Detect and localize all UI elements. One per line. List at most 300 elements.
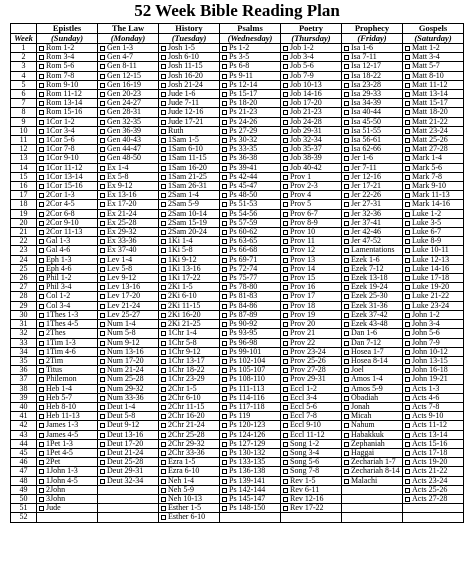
checkbox[interactable]: [344, 331, 349, 336]
checkbox[interactable]: [283, 239, 288, 244]
checkbox[interactable]: [283, 166, 288, 171]
checkbox[interactable]: [405, 147, 410, 152]
checkbox[interactable]: [405, 212, 410, 217]
checkbox[interactable]: [344, 147, 349, 152]
checkbox[interactable]: [39, 451, 44, 456]
checkbox[interactable]: [405, 396, 410, 401]
checkbox[interactable]: [161, 156, 166, 161]
checkbox[interactable]: [405, 120, 410, 125]
checkbox[interactable]: [283, 230, 288, 235]
checkbox[interactable]: [222, 350, 227, 355]
checkbox[interactable]: [222, 396, 227, 401]
checkbox[interactable]: [344, 322, 349, 327]
checkbox[interactable]: [283, 331, 288, 336]
checkbox[interactable]: [161, 451, 166, 456]
checkbox[interactable]: [283, 442, 288, 447]
checkbox[interactable]: [39, 184, 44, 189]
checkbox[interactable]: [39, 230, 44, 235]
checkbox[interactable]: [100, 129, 105, 134]
checkbox[interactable]: [283, 101, 288, 106]
checkbox[interactable]: [161, 294, 166, 299]
checkbox[interactable]: [344, 64, 349, 69]
checkbox[interactable]: [161, 193, 166, 198]
checkbox[interactable]: [161, 175, 166, 180]
checkbox[interactable]: [39, 129, 44, 134]
checkbox[interactable]: [39, 442, 44, 447]
checkbox[interactable]: [344, 193, 349, 198]
checkbox[interactable]: [39, 506, 44, 511]
checkbox[interactable]: [344, 166, 349, 171]
checkbox[interactable]: [222, 469, 227, 474]
checkbox[interactable]: [222, 110, 227, 115]
checkbox[interactable]: [39, 488, 44, 493]
checkbox[interactable]: [283, 433, 288, 438]
checkbox[interactable]: [39, 414, 44, 419]
checkbox[interactable]: [100, 276, 105, 281]
checkbox[interactable]: [161, 387, 166, 392]
checkbox[interactable]: [405, 193, 410, 198]
checkbox[interactable]: [161, 359, 166, 364]
checkbox[interactable]: [344, 304, 349, 309]
checkbox[interactable]: [222, 497, 227, 502]
checkbox[interactable]: [100, 156, 105, 161]
checkbox[interactable]: [283, 341, 288, 346]
checkbox[interactable]: [100, 294, 105, 299]
checkbox[interactable]: [39, 55, 44, 60]
checkbox[interactable]: [344, 368, 349, 373]
checkbox[interactable]: [283, 248, 288, 253]
checkbox[interactable]: [283, 92, 288, 97]
checkbox[interactable]: [161, 460, 166, 465]
checkbox[interactable]: [283, 55, 288, 60]
checkbox[interactable]: [161, 285, 166, 290]
checkbox[interactable]: [161, 341, 166, 346]
checkbox[interactable]: [39, 433, 44, 438]
checkbox[interactable]: [100, 92, 105, 97]
checkbox[interactable]: [39, 138, 44, 143]
checkbox[interactable]: [222, 276, 227, 281]
checkbox[interactable]: [222, 359, 227, 364]
checkbox[interactable]: [39, 147, 44, 152]
checkbox[interactable]: [100, 322, 105, 327]
checkbox[interactable]: [161, 515, 166, 520]
checkbox[interactable]: [405, 276, 410, 281]
checkbox[interactable]: [405, 359, 410, 364]
checkbox[interactable]: [100, 285, 105, 290]
checkbox[interactable]: [283, 129, 288, 134]
checkbox[interactable]: [39, 276, 44, 281]
checkbox[interactable]: [405, 405, 410, 410]
checkbox[interactable]: [100, 101, 105, 106]
checkbox[interactable]: [222, 129, 227, 134]
checkbox[interactable]: [161, 248, 166, 253]
checkbox[interactable]: [344, 202, 349, 207]
checkbox[interactable]: [222, 405, 227, 410]
checkbox[interactable]: [222, 92, 227, 97]
checkbox[interactable]: [283, 479, 288, 484]
checkbox[interactable]: [161, 110, 166, 115]
checkbox[interactable]: [100, 414, 105, 419]
checkbox[interactable]: [344, 414, 349, 419]
checkbox[interactable]: [100, 396, 105, 401]
checkbox[interactable]: [39, 285, 44, 290]
checkbox[interactable]: [222, 433, 227, 438]
checkbox[interactable]: [100, 239, 105, 244]
checkbox[interactable]: [283, 83, 288, 88]
checkbox[interactable]: [100, 304, 105, 309]
checkbox[interactable]: [344, 258, 349, 263]
checkbox[interactable]: [344, 221, 349, 226]
checkbox[interactable]: [405, 221, 410, 226]
checkbox[interactable]: [283, 175, 288, 180]
checkbox[interactable]: [100, 175, 105, 180]
checkbox[interactable]: [100, 433, 105, 438]
checkbox[interactable]: [283, 276, 288, 281]
checkbox[interactable]: [161, 258, 166, 263]
checkbox[interactable]: [39, 83, 44, 88]
checkbox[interactable]: [222, 442, 227, 447]
checkbox[interactable]: [344, 138, 349, 143]
checkbox[interactable]: [405, 350, 410, 355]
checkbox[interactable]: [283, 120, 288, 125]
checkbox[interactable]: [222, 294, 227, 299]
checkbox[interactable]: [405, 451, 410, 456]
checkbox[interactable]: [222, 377, 227, 382]
checkbox[interactable]: [39, 341, 44, 346]
checkbox[interactable]: [283, 212, 288, 217]
checkbox[interactable]: [283, 64, 288, 69]
checkbox[interactable]: [222, 175, 227, 180]
checkbox[interactable]: [405, 331, 410, 336]
checkbox[interactable]: [222, 221, 227, 226]
checkbox[interactable]: [222, 147, 227, 152]
checkbox[interactable]: [222, 212, 227, 217]
checkbox[interactable]: [39, 64, 44, 69]
checkbox[interactable]: [100, 110, 105, 115]
checkbox[interactable]: [39, 322, 44, 327]
checkbox[interactable]: [344, 110, 349, 115]
checkbox[interactable]: [161, 129, 166, 134]
checkbox[interactable]: [283, 294, 288, 299]
checkbox[interactable]: [344, 341, 349, 346]
checkbox[interactable]: [405, 64, 410, 69]
checkbox[interactable]: [283, 46, 288, 51]
checkbox[interactable]: [344, 442, 349, 447]
checkbox[interactable]: [100, 350, 105, 355]
checkbox[interactable]: [161, 423, 166, 428]
checkbox[interactable]: [39, 396, 44, 401]
checkbox[interactable]: [161, 506, 166, 511]
checkbox[interactable]: [161, 497, 166, 502]
checkbox[interactable]: [283, 497, 288, 502]
checkbox[interactable]: [405, 267, 410, 272]
checkbox[interactable]: [405, 110, 410, 115]
checkbox[interactable]: [344, 55, 349, 60]
checkbox[interactable]: [161, 304, 166, 309]
checkbox[interactable]: [222, 64, 227, 69]
checkbox[interactable]: [161, 120, 166, 125]
checkbox[interactable]: [344, 267, 349, 272]
checkbox[interactable]: [283, 304, 288, 309]
checkbox[interactable]: [100, 442, 105, 447]
checkbox[interactable]: [161, 396, 166, 401]
checkbox[interactable]: [161, 221, 166, 226]
checkbox[interactable]: [344, 350, 349, 355]
checkbox[interactable]: [405, 488, 410, 493]
checkbox[interactable]: [161, 313, 166, 318]
checkbox[interactable]: [344, 129, 349, 134]
checkbox[interactable]: [100, 479, 105, 484]
checkbox[interactable]: [100, 313, 105, 318]
checkbox[interactable]: [100, 64, 105, 69]
checkbox[interactable]: [161, 469, 166, 474]
checkbox[interactable]: [100, 212, 105, 217]
checkbox[interactable]: [161, 479, 166, 484]
checkbox[interactable]: [39, 156, 44, 161]
checkbox[interactable]: [405, 377, 410, 382]
checkbox[interactable]: [39, 267, 44, 272]
checkbox[interactable]: [344, 92, 349, 97]
checkbox[interactable]: [39, 423, 44, 428]
checkbox[interactable]: [39, 175, 44, 180]
checkbox[interactable]: [39, 46, 44, 51]
checkbox[interactable]: [100, 193, 105, 198]
checkbox[interactable]: [222, 414, 227, 419]
checkbox[interactable]: [39, 101, 44, 106]
checkbox[interactable]: [283, 138, 288, 143]
checkbox[interactable]: [222, 83, 227, 88]
checkbox[interactable]: [222, 138, 227, 143]
checkbox[interactable]: [161, 239, 166, 244]
checkbox[interactable]: [100, 184, 105, 189]
checkbox[interactable]: [100, 469, 105, 474]
checkbox[interactable]: [283, 267, 288, 272]
checkbox[interactable]: [222, 451, 227, 456]
checkbox[interactable]: [222, 193, 227, 198]
checkbox[interactable]: [161, 488, 166, 493]
checkbox[interactable]: [161, 433, 166, 438]
checkbox[interactable]: [405, 83, 410, 88]
checkbox[interactable]: [405, 55, 410, 60]
checkbox[interactable]: [283, 110, 288, 115]
checkbox[interactable]: [344, 479, 349, 484]
checkbox[interactable]: [222, 506, 227, 511]
checkbox[interactable]: [161, 414, 166, 419]
checkbox[interactable]: [283, 405, 288, 410]
checkbox[interactable]: [283, 469, 288, 474]
checkbox[interactable]: [39, 221, 44, 226]
checkbox[interactable]: [405, 46, 410, 51]
checkbox[interactable]: [222, 239, 227, 244]
checkbox[interactable]: [344, 276, 349, 281]
checkbox[interactable]: [39, 469, 44, 474]
checkbox[interactable]: [283, 147, 288, 152]
checkbox[interactable]: [100, 359, 105, 364]
checkbox[interactable]: [344, 156, 349, 161]
checkbox[interactable]: [161, 101, 166, 106]
checkbox[interactable]: [405, 230, 410, 235]
checkbox[interactable]: [222, 387, 227, 392]
checkbox[interactable]: [100, 230, 105, 235]
checkbox[interactable]: [100, 460, 105, 465]
checkbox[interactable]: [161, 202, 166, 207]
checkbox[interactable]: [405, 313, 410, 318]
checkbox[interactable]: [161, 368, 166, 373]
checkbox[interactable]: [161, 331, 166, 336]
checkbox[interactable]: [100, 138, 105, 143]
checkbox[interactable]: [161, 184, 166, 189]
checkbox[interactable]: [405, 442, 410, 447]
checkbox[interactable]: [344, 469, 349, 474]
checkbox[interactable]: [283, 377, 288, 382]
checkbox[interactable]: [222, 74, 227, 79]
checkbox[interactable]: [405, 138, 410, 143]
checkbox[interactable]: [405, 469, 410, 474]
checkbox[interactable]: [39, 387, 44, 392]
checkbox[interactable]: [405, 387, 410, 392]
checkbox[interactable]: [100, 248, 105, 253]
checkbox[interactable]: [222, 267, 227, 272]
checkbox[interactable]: [100, 405, 105, 410]
checkbox[interactable]: [39, 193, 44, 198]
checkbox[interactable]: [222, 460, 227, 465]
checkbox[interactable]: [222, 285, 227, 290]
checkbox[interactable]: [161, 55, 166, 60]
checkbox[interactable]: [39, 368, 44, 373]
checkbox[interactable]: [405, 92, 410, 97]
checkbox[interactable]: [39, 294, 44, 299]
checkbox[interactable]: [222, 156, 227, 161]
checkbox[interactable]: [344, 405, 349, 410]
checkbox[interactable]: [283, 313, 288, 318]
checkbox[interactable]: [39, 331, 44, 336]
checkbox[interactable]: [283, 74, 288, 79]
checkbox[interactable]: [222, 258, 227, 263]
checkbox[interactable]: [39, 92, 44, 97]
checkbox[interactable]: [100, 55, 105, 60]
checkbox[interactable]: [405, 304, 410, 309]
checkbox[interactable]: [161, 46, 166, 51]
checkbox[interactable]: [344, 212, 349, 217]
checkbox[interactable]: [222, 202, 227, 207]
checkbox[interactable]: [405, 497, 410, 502]
checkbox[interactable]: [283, 350, 288, 355]
checkbox[interactable]: [161, 74, 166, 79]
checkbox[interactable]: [344, 423, 349, 428]
checkbox[interactable]: [283, 193, 288, 198]
checkbox[interactable]: [39, 405, 44, 410]
checkbox[interactable]: [344, 83, 349, 88]
checkbox[interactable]: [222, 166, 227, 171]
checkbox[interactable]: [100, 341, 105, 346]
checkbox[interactable]: [405, 460, 410, 465]
checkbox[interactable]: [405, 239, 410, 244]
checkbox[interactable]: [222, 248, 227, 253]
checkbox[interactable]: [344, 387, 349, 392]
checkbox[interactable]: [405, 156, 410, 161]
checkbox[interactable]: [39, 248, 44, 253]
checkbox[interactable]: [405, 414, 410, 419]
checkbox[interactable]: [283, 202, 288, 207]
checkbox[interactable]: [100, 368, 105, 373]
checkbox[interactable]: [100, 267, 105, 272]
checkbox[interactable]: [405, 166, 410, 171]
checkbox[interactable]: [100, 387, 105, 392]
checkbox[interactable]: [405, 184, 410, 189]
checkbox[interactable]: [222, 322, 227, 327]
checkbox[interactable]: [283, 414, 288, 419]
checkbox[interactable]: [100, 221, 105, 226]
checkbox[interactable]: [100, 423, 105, 428]
checkbox[interactable]: [222, 230, 227, 235]
checkbox[interactable]: [222, 101, 227, 106]
checkbox[interactable]: [100, 74, 105, 79]
checkbox[interactable]: [283, 322, 288, 327]
checkbox[interactable]: [161, 64, 166, 69]
checkbox[interactable]: [100, 83, 105, 88]
checkbox[interactable]: [344, 359, 349, 364]
checkbox[interactable]: [161, 138, 166, 143]
checkbox[interactable]: [161, 212, 166, 217]
checkbox[interactable]: [161, 377, 166, 382]
checkbox[interactable]: [39, 202, 44, 207]
checkbox[interactable]: [344, 396, 349, 401]
checkbox[interactable]: [222, 331, 227, 336]
checkbox[interactable]: [39, 460, 44, 465]
checkbox[interactable]: [344, 285, 349, 290]
checkbox[interactable]: [283, 451, 288, 456]
checkbox[interactable]: [100, 46, 105, 51]
checkbox[interactable]: [100, 377, 105, 382]
checkbox[interactable]: [283, 359, 288, 364]
checkbox[interactable]: [344, 101, 349, 106]
checkbox[interactable]: [344, 184, 349, 189]
checkbox[interactable]: [405, 433, 410, 438]
checkbox[interactable]: [344, 313, 349, 318]
checkbox[interactable]: [344, 433, 349, 438]
checkbox[interactable]: [344, 175, 349, 180]
checkbox[interactable]: [161, 267, 166, 272]
checkbox[interactable]: [222, 304, 227, 309]
checkbox[interactable]: [39, 74, 44, 79]
checkbox[interactable]: [222, 55, 227, 60]
checkbox[interactable]: [283, 488, 288, 493]
checkbox[interactable]: [283, 221, 288, 226]
checkbox[interactable]: [344, 120, 349, 125]
checkbox[interactable]: [222, 341, 227, 346]
checkbox[interactable]: [405, 341, 410, 346]
checkbox[interactable]: [405, 423, 410, 428]
checkbox[interactable]: [405, 368, 410, 373]
checkbox[interactable]: [405, 74, 410, 79]
checkbox[interactable]: [161, 405, 166, 410]
checkbox[interactable]: [405, 101, 410, 106]
checkbox[interactable]: [405, 322, 410, 327]
checkbox[interactable]: [344, 294, 349, 299]
checkbox[interactable]: [344, 377, 349, 382]
checkbox[interactable]: [161, 442, 166, 447]
checkbox[interactable]: [39, 120, 44, 125]
checkbox[interactable]: [222, 120, 227, 125]
checkbox[interactable]: [100, 258, 105, 263]
checkbox[interactable]: [222, 313, 227, 318]
checkbox[interactable]: [283, 285, 288, 290]
checkbox[interactable]: [222, 184, 227, 189]
checkbox[interactable]: [161, 92, 166, 97]
checkbox[interactable]: [405, 285, 410, 290]
checkbox[interactable]: [344, 460, 349, 465]
checkbox[interactable]: [344, 46, 349, 51]
